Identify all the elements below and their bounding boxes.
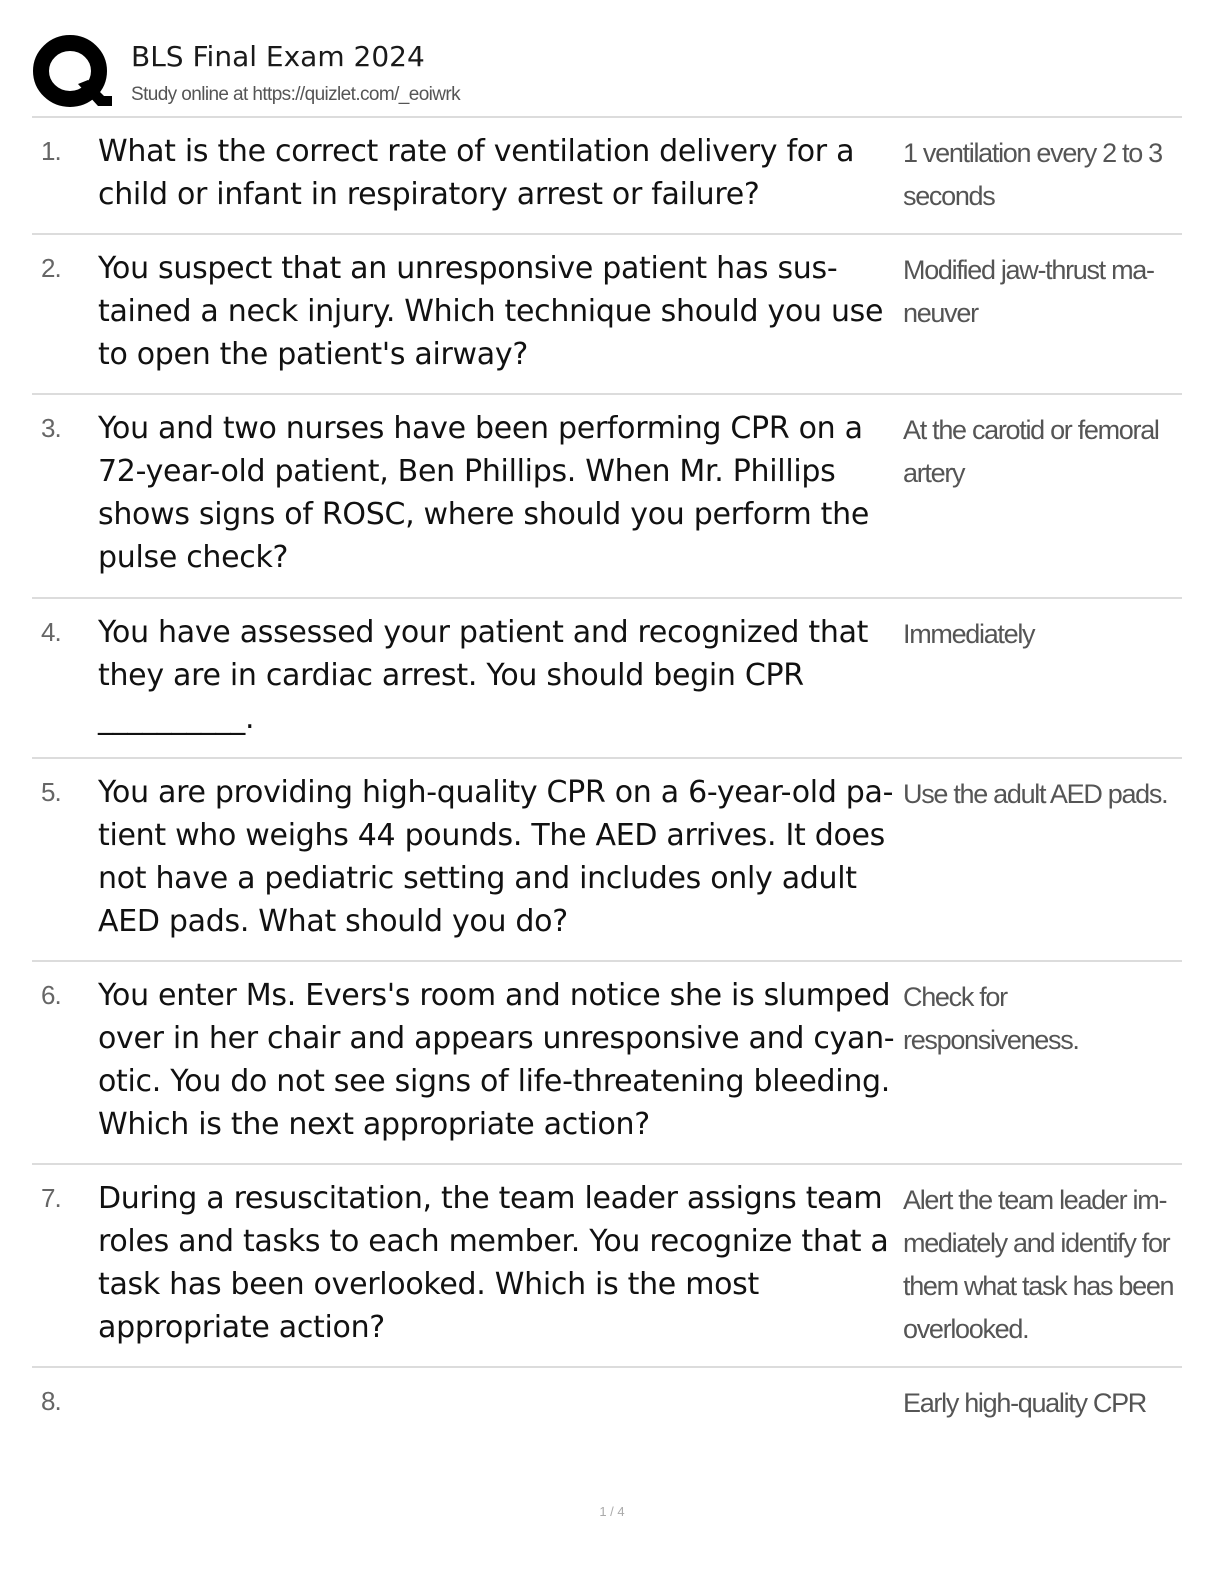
card-number: 3.: [41, 413, 61, 443]
card-definition: Alert the team leader immediately and identify for them what task has been overlooked.: [903, 1185, 1174, 1344]
card-number: 4.: [41, 617, 61, 647]
flashcard-row: [32, 962, 1182, 1165]
flashcard-row: [32, 1165, 1182, 1368]
card-definition: At the carotid or femoral artery: [903, 415, 1159, 488]
flashcard-row: [32, 599, 1182, 759]
card-number: 8.: [41, 1386, 61, 1416]
card-term: You suspect that an unresponsive patient has sustained a neck injury. Which technique should you use to open the patient's airway?: [98, 251, 884, 372]
card-definition: Modified jaw-thrust maneuver: [903, 255, 1155, 328]
flashcard-list: [32, 118, 1182, 1478]
card-definition: Use the adult AED pads.: [903, 779, 1168, 809]
card-term: You and two nurses have been performing CPR on a 72-year-old patient, Ben Phillips. When Mr. Phillips shows signs of ROSC, where should you perform the pulse check?: [98, 411, 869, 575]
card-number: 2.: [41, 253, 61, 283]
card-term: What is the correct rate of ventilation delivery for a child or infant in respiratory arrest or failure?: [98, 134, 855, 212]
card-definition: Check for responsiveness.: [903, 982, 1079, 1055]
flashcard-row: [32, 235, 1182, 395]
document-header: [32, 34, 1182, 116]
flashcard-row: [32, 759, 1182, 962]
card-term: You have assessed your patient and recognized that they are in cardiac arrest. You should begin CPR __________.: [98, 615, 869, 736]
study-online-link[interactable]: Study online at https://quizlet.com/_eoiwrk: [131, 84, 461, 105]
card-number: 1.: [41, 136, 61, 166]
card-term: You are providing high-quality CPR on a 6-year-old patient who weighs 44 pounds. The AED arrives. It does not have a pediatric setting and includes only adult AED pads. What should you do?: [98, 775, 894, 939]
flashcard-row: [32, 118, 1182, 235]
card-definition: Immediately: [903, 619, 1035, 649]
card-definition: 1 ventilation every 2 to 3 seconds: [903, 138, 1162, 211]
card-number: 5.: [41, 777, 61, 807]
card-definition: Early high-quality CPR: [903, 1388, 1147, 1418]
quizlet-logo-icon: [32, 34, 112, 112]
card-number: 7.: [41, 1183, 61, 1213]
flashcard-row: [32, 1368, 1182, 1478]
card-term: You enter Ms. Evers's room and notice she is slumped over in her chair and appears unresponsive and cyanotic. You do not see signs of life-threatening bleeding. Which is the next appropriate action?: [98, 978, 895, 1142]
flashcard-row: [32, 395, 1182, 599]
page-indicator: 1 / 4: [599, 1504, 625, 1519]
card-term: During a resuscitation, the team leader assigns team roles and tasks to each member. You recognize that a task has been overlooked. Which is the most appropriate action?: [98, 1181, 889, 1345]
document-title: BLS Final Exam 2024: [131, 40, 425, 73]
card-number: 6.: [41, 980, 61, 1010]
